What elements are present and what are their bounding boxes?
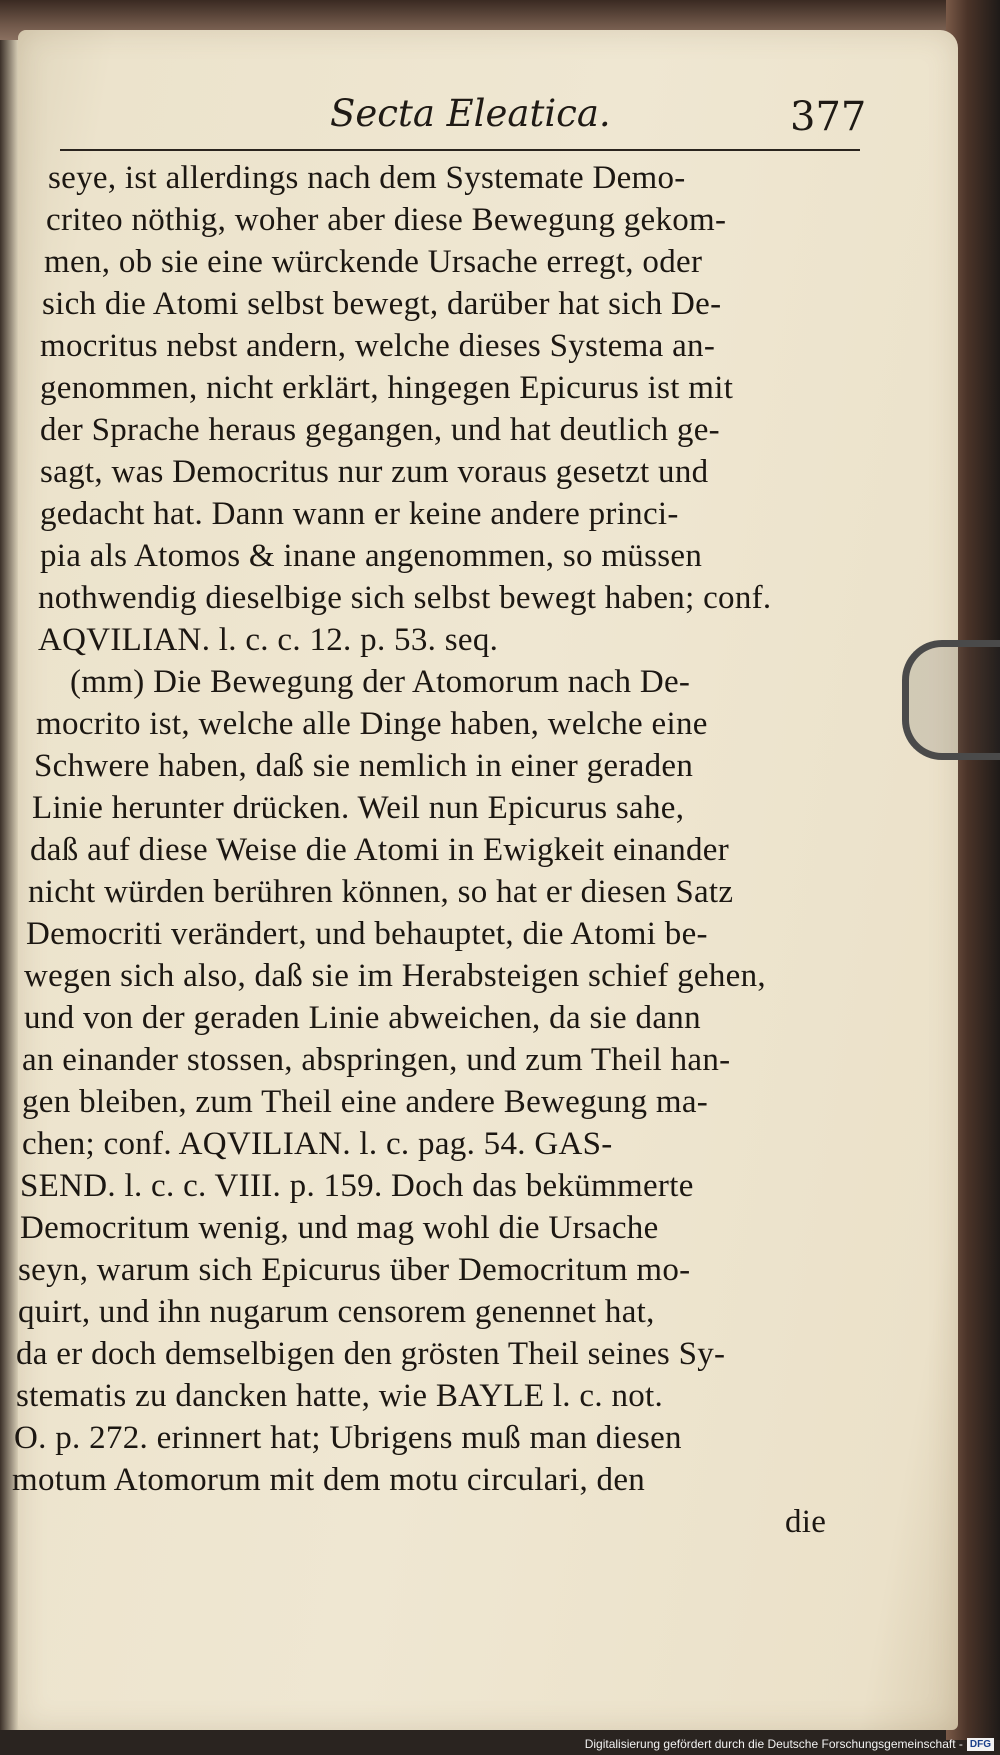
text-line: AQVILIAN. l. c. c. 12. p. 53. seq. [38,622,499,658]
running-header: Secta Eleatica. [330,92,611,135]
text-line: gen bleiben, zum Theil eine andere Bewegung ma- [22,1084,709,1120]
page-clip [902,640,1000,760]
text-line: mocrito ist, welche alle Dinge haben, welche eine [36,706,708,742]
text-line: Schwere haben, daß sie nemlich in einer geraden [34,748,694,784]
text-line: seye, ist allerdings nach dem Systemate Demo- [48,160,686,196]
text-line: Linie herunter drücken. Weil nun Epicurus sahe, [32,790,685,826]
text-line: pia als Atomos & inane angenommen, so müssen [40,538,703,574]
text-line: daß auf diese Weise die Atomi in Ewigkeit einander [30,832,730,868]
text-line: motum Atomorum mit dem motu circulari, den [12,1462,646,1498]
text-line: genommen, nicht erklärt, hingegen Epicurus ist mit [40,370,734,406]
text-line: Democritum wenig, und mag wohl die Ursache [20,1210,659,1246]
dfg-logo: DFG [967,1738,994,1751]
text-line: mocritus nebst andern, welche dieses Systema an- [40,328,716,364]
text-line: nicht würden berühren können, so hat er diesen Satz [28,874,734,910]
header-rule [60,149,860,151]
text-line: an einander stossen, abspringen, und zum Theil han- [22,1042,731,1078]
text-line: und von der geraden Linie abweichen, da sie dann [24,1000,701,1036]
text-line: chen; conf. AQVILIAN. l. c. pag. 54. GAS- [22,1126,613,1162]
catchword: die [785,1504,827,1540]
text-line: stematis zu dancken hatte, wie BAYLE l. c. not. [16,1378,664,1414]
text-line: seyn, warum sich Epicurus über Democritum mo- [18,1252,691,1288]
text-line: O. p. 272. erinnert hat; Ubrigens muß man diesen [14,1420,682,1456]
text-line: (mm) Die Bewegung der Atomorum nach De- [70,664,691,700]
text-line: nothwendig dieselbige sich selbst bewegt haben; conf. [38,580,772,616]
text-line: men, ob sie eine würckende Ursache erregt, oder [44,244,703,280]
digitization-credit [585,1737,994,1751]
text-line: SEND. l. c. c. VIII. p. 159. Doch das bekümmerte [20,1168,694,1204]
page-number: 377 [790,94,867,140]
credit-text: Digitalisierung gefördert durch die Deutsche Forschungsgemeinschaft - [584,1737,963,1751]
text-line: der Sprache heraus gegangen, und hat deutlich ge- [40,412,720,448]
text-line: quirt, und ihn nugarum censorem genennet hat, [18,1294,655,1330]
text-line: sich die Atomi selbst bewegt, darüber hat sich De- [42,286,722,322]
text-line: sagt, was Democritus nur zum voraus gesetzt und [40,454,709,490]
text-line: criteo nöthig, woher aber diese Bewegung gekom- [46,202,727,238]
text-line: da er doch demselbigen den grösten Theil seines Sy- [16,1336,726,1372]
text-line: Democriti verändert, und behauptet, die Atomi be- [26,916,708,952]
text-line: gedacht hat. Dann wann er keine andere princi- [40,496,679,532]
text-line: wegen sich also, daß sie im Herabsteigen schief gehen, [24,958,766,994]
